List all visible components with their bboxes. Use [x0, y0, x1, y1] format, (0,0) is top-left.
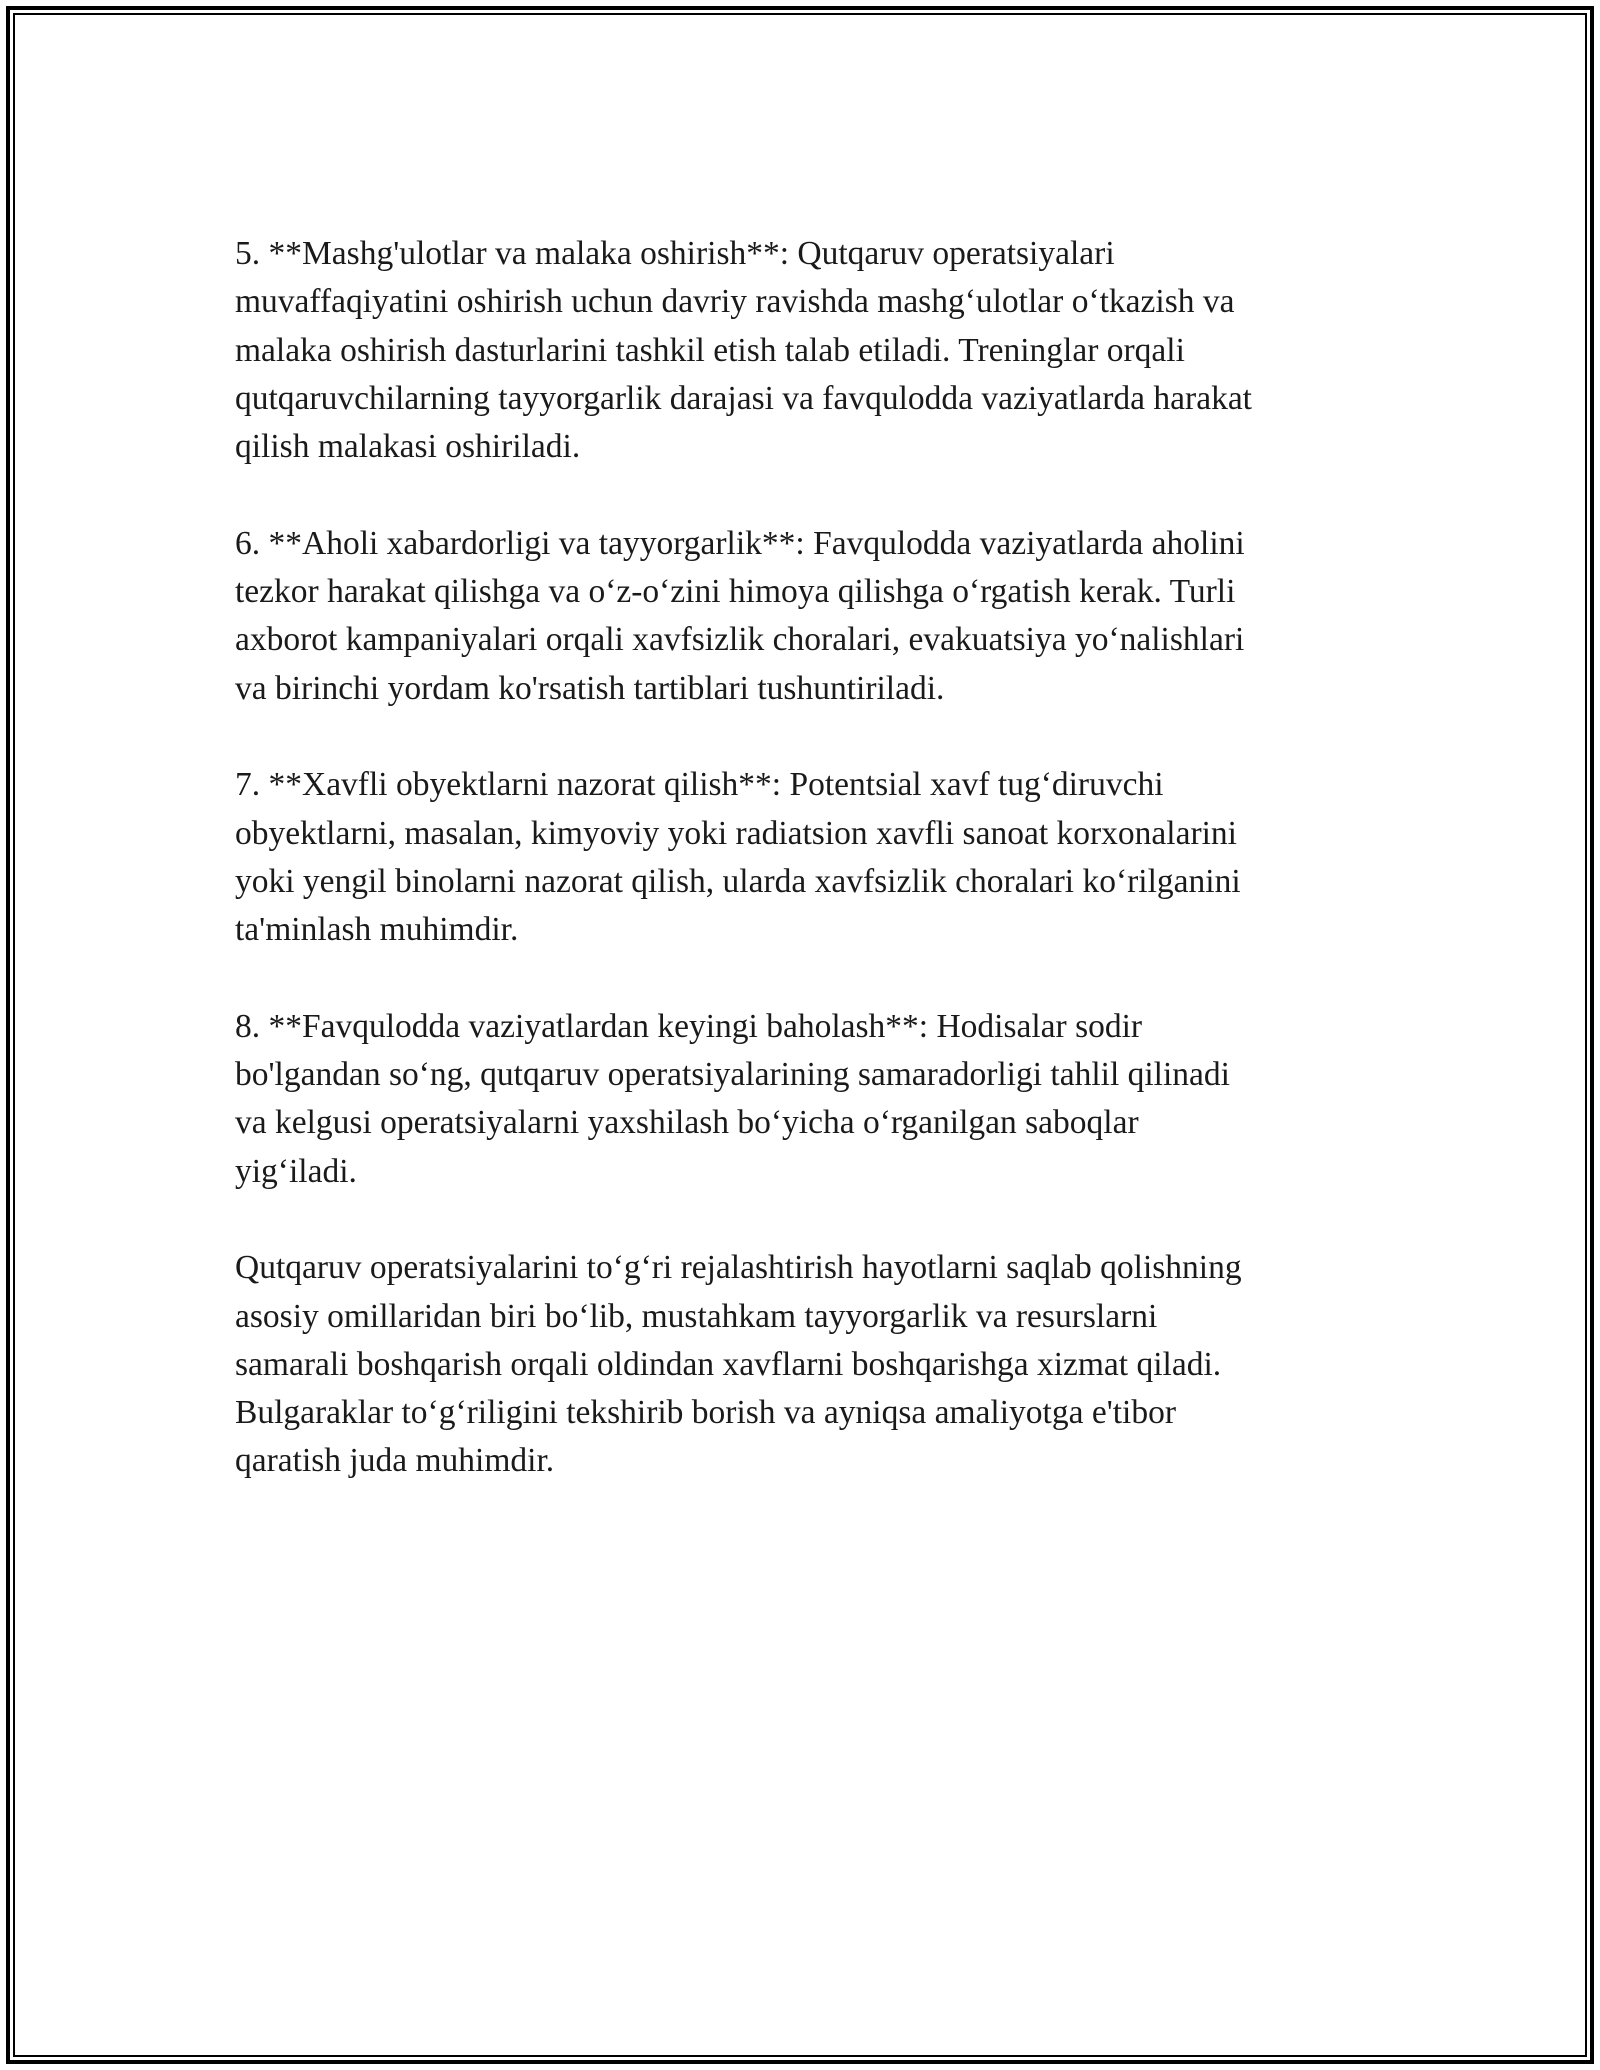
document-body	[235, 230, 1365, 1486]
paragraph-post-emergency-assessment: 8. **Favqulodda vaziyatlardan keyingi baholash**: Hodisalar sodir bo'lgandan so‘ng, qutqaruv operatsiyalarining samaradorligi tahlil qilinadi va kelgusi operatsiyalarni yaxshilash bo‘yicha o‘rganilgan saboqlar yig‘iladi.	[235, 1007, 1230, 1190]
paragraph-public-awareness: 6. **Aholi xabardorligi va tayyorgarlik**: Favqulodda vaziyatlarda aholini tezkor harakat qilishga va o‘z-o‘zini himoya qilishga o‘rgatish kerak. Turli axborot kampaniyalari orqali xavfsizlik choralari, evakuatsiya yo‘nalishlari va birinchi yordam ko'rsatish tartiblari tushuntiriladi.	[235, 524, 1245, 707]
paragraph-conclusion: Qutqaruv operatsiyalarini to‘g‘ri rejalashtirish hayotlarni saqlab qolishning asosiy omillaridan biri bo‘lib, mustahkam tayyorgarlik va resurslarni samarali boshqarish orqali oldindan xavflarni boshqarishga xizmat qiladi. Bulgaraklar to‘g‘riligini tekshirib borish va ayniqsa amaliyotga e'tibor qaratish juda muhimdir.	[235, 1249, 1242, 1480]
paragraph-hazardous-objects: 7. **Xavfli obyektlarni nazorat qilish**: Potentsial xavf tug‘diruvchi obyektlarni, masalan, kimyoviy yoki radiatsion xavfli sanoat korxonalarini yoki yengil binolarni nazorat qilish, ularda xavfsizlik choralari ko‘rilganini ta'minlash muhimdir.	[235, 766, 1241, 949]
paragraph-training: 5. **Mashg'ulotlar va malaka oshirish**: Qutqaruv operatsiyalari muvaffaqiyatini oshirish uchun davriy ravishda mashg‘ulotlar o‘tkazish va malaka oshirish dasturlarini tashkil etish talab etiladi. Treninglar orqali qutqaruvchilarning tayyorgarlik darajasi va favqulodda vaziyatlarda harakat qilish malakasi oshiriladi.	[235, 235, 1252, 466]
